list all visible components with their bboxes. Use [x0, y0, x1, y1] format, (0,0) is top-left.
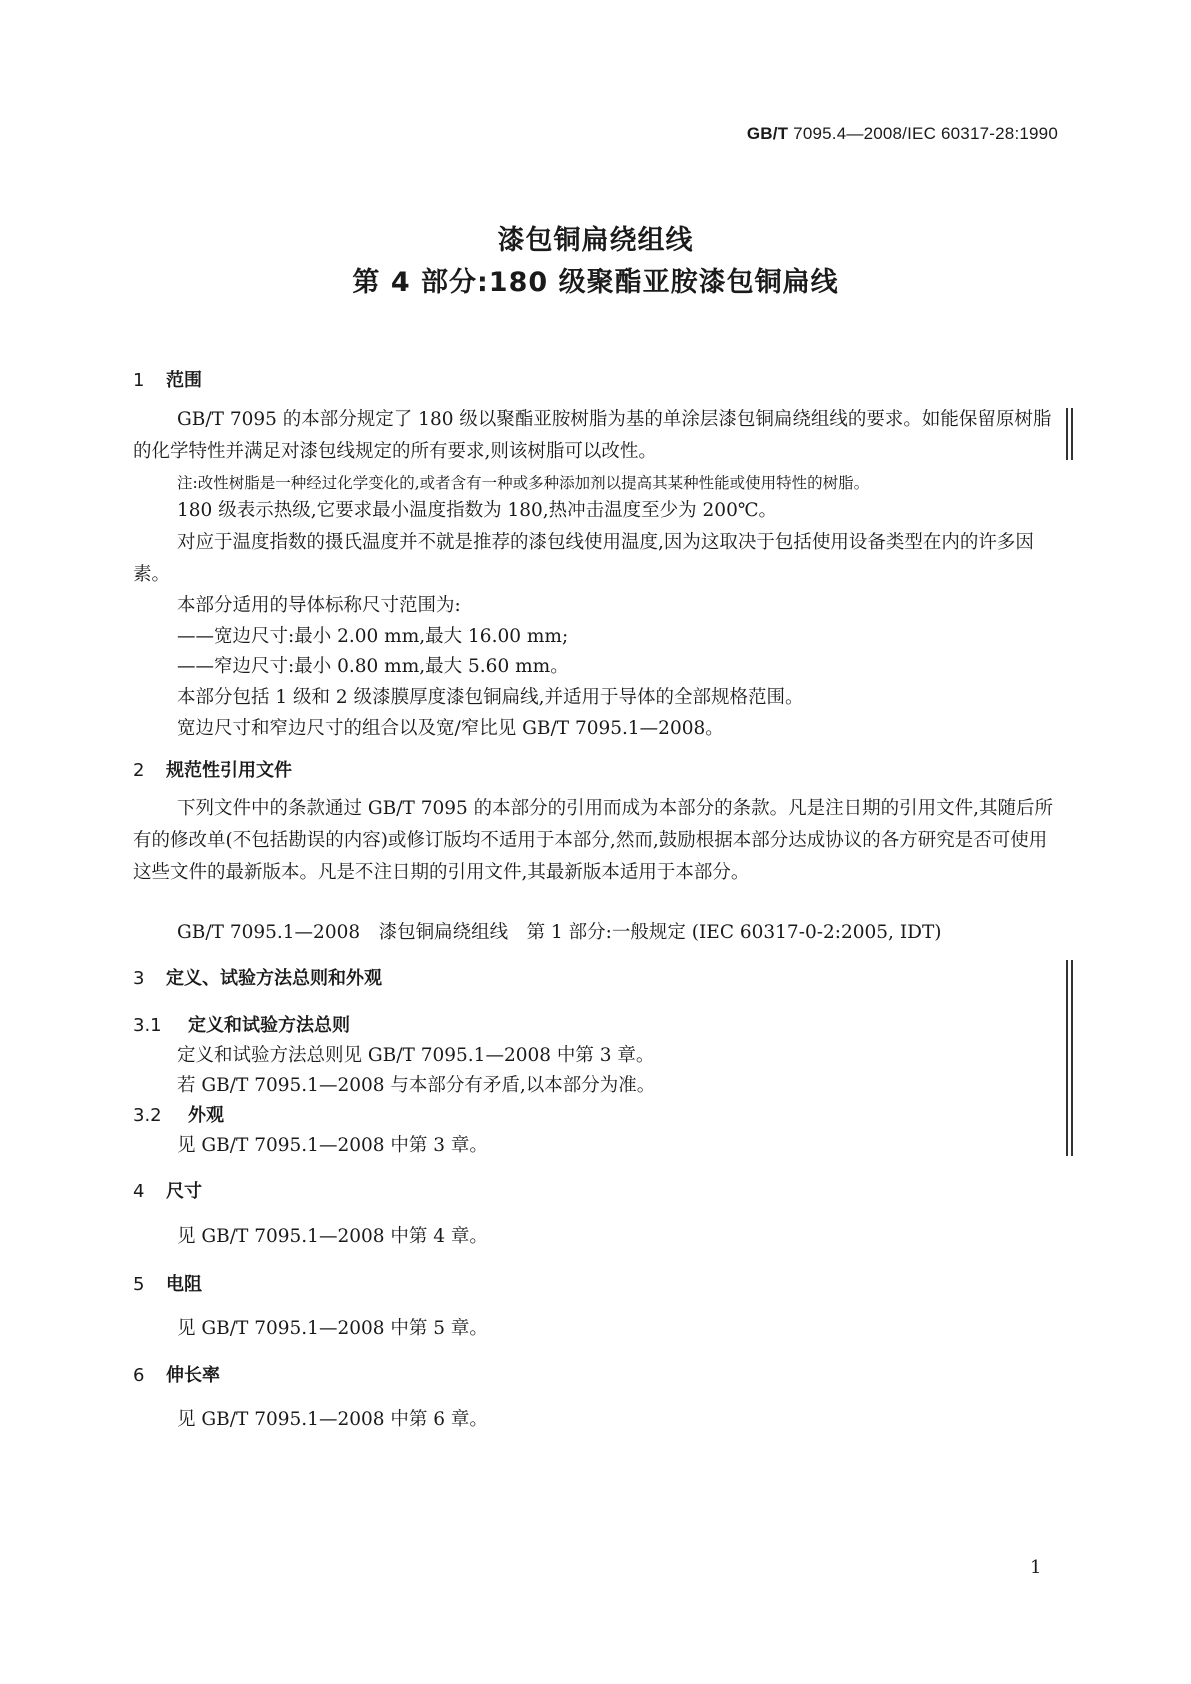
section-1-paragraph-6: 宽边尺寸和窄边尺寸的组合以及宽/窄比见 GB/T 7095.1—2008。 — [177, 718, 724, 739]
section-1-paragraph-4: 本部分适用的导体标称尺寸范围为: — [177, 595, 461, 616]
section-1-paragraph-3: 对应于温度指数的摄氏温度并不就是推荐的漆包线使用温度,因为这取决于包括使用设备类型在内的许多因素。 — [133, 532, 1034, 585]
header-standard-no: GB/T — [746, 124, 789, 143]
page-number: 1 — [1030, 1557, 1042, 1578]
list-item: ——窄边尺寸:最小 0.80 mm,最大 5.60 mm。 — [177, 656, 569, 677]
section-number: 3 — [133, 968, 145, 989]
section-number: 1 — [133, 370, 145, 391]
section-4-paragraph-1: 见 GB/T 7095.1—2008 中第 4 章。 — [177, 1226, 488, 1247]
normative-reference: GB/T 7095.1—2008 漆包铜扁绕组线 第 1 部分:一般规定 (IEC 60317-0-2:2005, IDT) — [177, 922, 942, 943]
section-1-note: 注:改性树脂是一种经过化学变化的,或者含有一种或多种添加剂以提高其某种性能或使用特性的树脂。 — [177, 474, 870, 492]
section-title: 尺寸 — [166, 1181, 202, 1202]
change-bar — [1066, 408, 1068, 460]
section-3-1-paragraph-2: 若 GB/T 7095.1—2008 与本部分有矛盾,以本部分为准。 — [177, 1075, 656, 1096]
section-title: 范围 — [166, 370, 202, 391]
section-3-1-paragraph-1: 定义和试验方法总则见 GB/T 7095.1—2008 中第 3 章。 — [177, 1045, 655, 1066]
section-title: 电阻 — [166, 1274, 202, 1295]
section-2-heading — [133, 756, 292, 782]
page-header — [590, 124, 1058, 144]
section-title: 规范性引用文件 — [166, 760, 292, 781]
section-number: 3.2 — [133, 1105, 162, 1126]
section-number: 4 — [133, 1181, 145, 1202]
section-1-paragraph-2: 180 级表示热级,它要求最小温度指数为 180,热冲击温度至少为 200℃。 — [177, 500, 778, 521]
section-title: 外观 — [188, 1105, 224, 1126]
section-6-paragraph-1: 见 GB/T 7095.1—2008 中第 6 章。 — [177, 1409, 488, 1430]
change-bar — [1071, 960, 1073, 1156]
header-std-code: 7095.4—2008/IEC — [793, 124, 937, 143]
doc-title: 漆包铜扁绕组线 — [497, 225, 694, 256]
section-3-2-heading — [133, 1101, 224, 1127]
change-bar — [1066, 960, 1068, 1156]
section-1-paragraph-5: 本部分包括 1 级和 2 级漆膜厚度漆包铜扁线,并适用于导体的全部规格范围。 — [177, 687, 804, 708]
section-number: 6 — [133, 1365, 145, 1386]
section-5-paragraph-1: 见 GB/T 7095.1—2008 中第 5 章。 — [177, 1318, 488, 1339]
section-4-heading — [133, 1177, 202, 1203]
section-5-heading — [133, 1270, 202, 1296]
section-number: 5 — [133, 1274, 145, 1295]
section-6-heading — [133, 1361, 220, 1387]
section-3-2-paragraph-1: 见 GB/T 7095.1—2008 中第 3 章。 — [177, 1135, 488, 1156]
section-title: 定义、试验方法总则和外观 — [166, 968, 382, 989]
section-title: 定义和试验方法总则 — [188, 1015, 350, 1036]
doc-subtitle: 第 4 部分:180 级聚酯亚胺漆包铜扁线 — [352, 267, 839, 298]
section-2-paragraph-1: 下列文件中的条款通过 GB/T 7095 的本部分的引用而成为本部分的条款。凡是注日期的引用文件,其随后所有的修改单(不包括勘误的内容)或修订版均不适用于本部分,然而,鼓励根据本部分达成协议的各方研究是否可使用这些文件的最新版本。凡是不注日期的引用文件,其最新版本适用于本部分。 — [133, 798, 1054, 883]
section-1-heading — [133, 366, 202, 392]
section-3-heading — [133, 964, 382, 990]
list-item: ——宽边尺寸:最小 2.00 mm,最大 16.00 mm; — [177, 626, 569, 647]
section-title: 伸长率 — [166, 1365, 220, 1386]
change-bar — [1071, 408, 1073, 460]
section-number: 3.1 — [133, 1015, 162, 1036]
header-iec-code: 60317-28:1990 — [941, 124, 1058, 143]
section-number: 2 — [133, 760, 145, 781]
section-1-paragraph-1: GB/T 7095 的本部分规定了 180 级以聚酯亚胺树脂为基的单涂层漆包铜扁绕组线的要求。如能保留原树脂的化学特性并满足对漆包线规定的所有要求,则该树脂可以改性。 — [133, 409, 1052, 462]
section-3-1-heading — [133, 1011, 350, 1037]
